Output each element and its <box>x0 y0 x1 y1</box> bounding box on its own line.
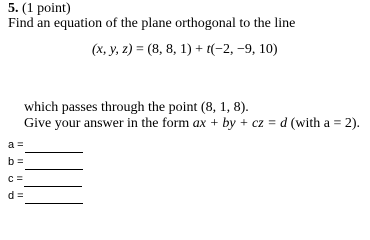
problem-points: (1 point) <box>22 1 71 16</box>
answer-row-b <box>8 153 208 170</box>
answer-label-a: a = <box>8 139 24 151</box>
answer-label-d: d = <box>8 190 24 202</box>
problem-prompt: Find an equation of the plane orthogonal to the line <box>8 16 296 31</box>
equation-point: (8, 8, 1) <box>147 42 192 57</box>
line-equation <box>92 42 278 58</box>
equation-direction: (−2, −9, 10) <box>210 42 278 57</box>
answer-input-a[interactable] <box>25 140 83 153</box>
problem-header <box>8 1 71 17</box>
form-after: (with a = 2). <box>287 116 360 131</box>
form-before: Give your answer in the form <box>24 116 193 131</box>
problem-number: 5. <box>8 1 19 16</box>
answer-input-b[interactable] <box>25 157 83 170</box>
answer-input-d[interactable] <box>25 191 83 204</box>
answer-row-d <box>8 187 208 204</box>
answer-input-c[interactable] <box>24 174 82 187</box>
answer-row-a <box>8 136 208 153</box>
answer-label-b: b = <box>8 156 24 168</box>
equation-plus: + <box>191 42 207 57</box>
equation-equals: = <box>132 42 148 57</box>
answer-row-c <box>8 170 208 187</box>
through-point-text: which passes through the point (8, 1, 8). <box>24 100 249 115</box>
answer-fields <box>8 136 208 204</box>
equation-lhs: (x, y, z) <box>92 42 133 57</box>
answer-form-instructions <box>24 116 360 132</box>
equation-param: t <box>206 42 211 57</box>
form-formula: ax + by + cz = d <box>192 116 288 131</box>
answer-label-c: c = <box>8 173 23 185</box>
